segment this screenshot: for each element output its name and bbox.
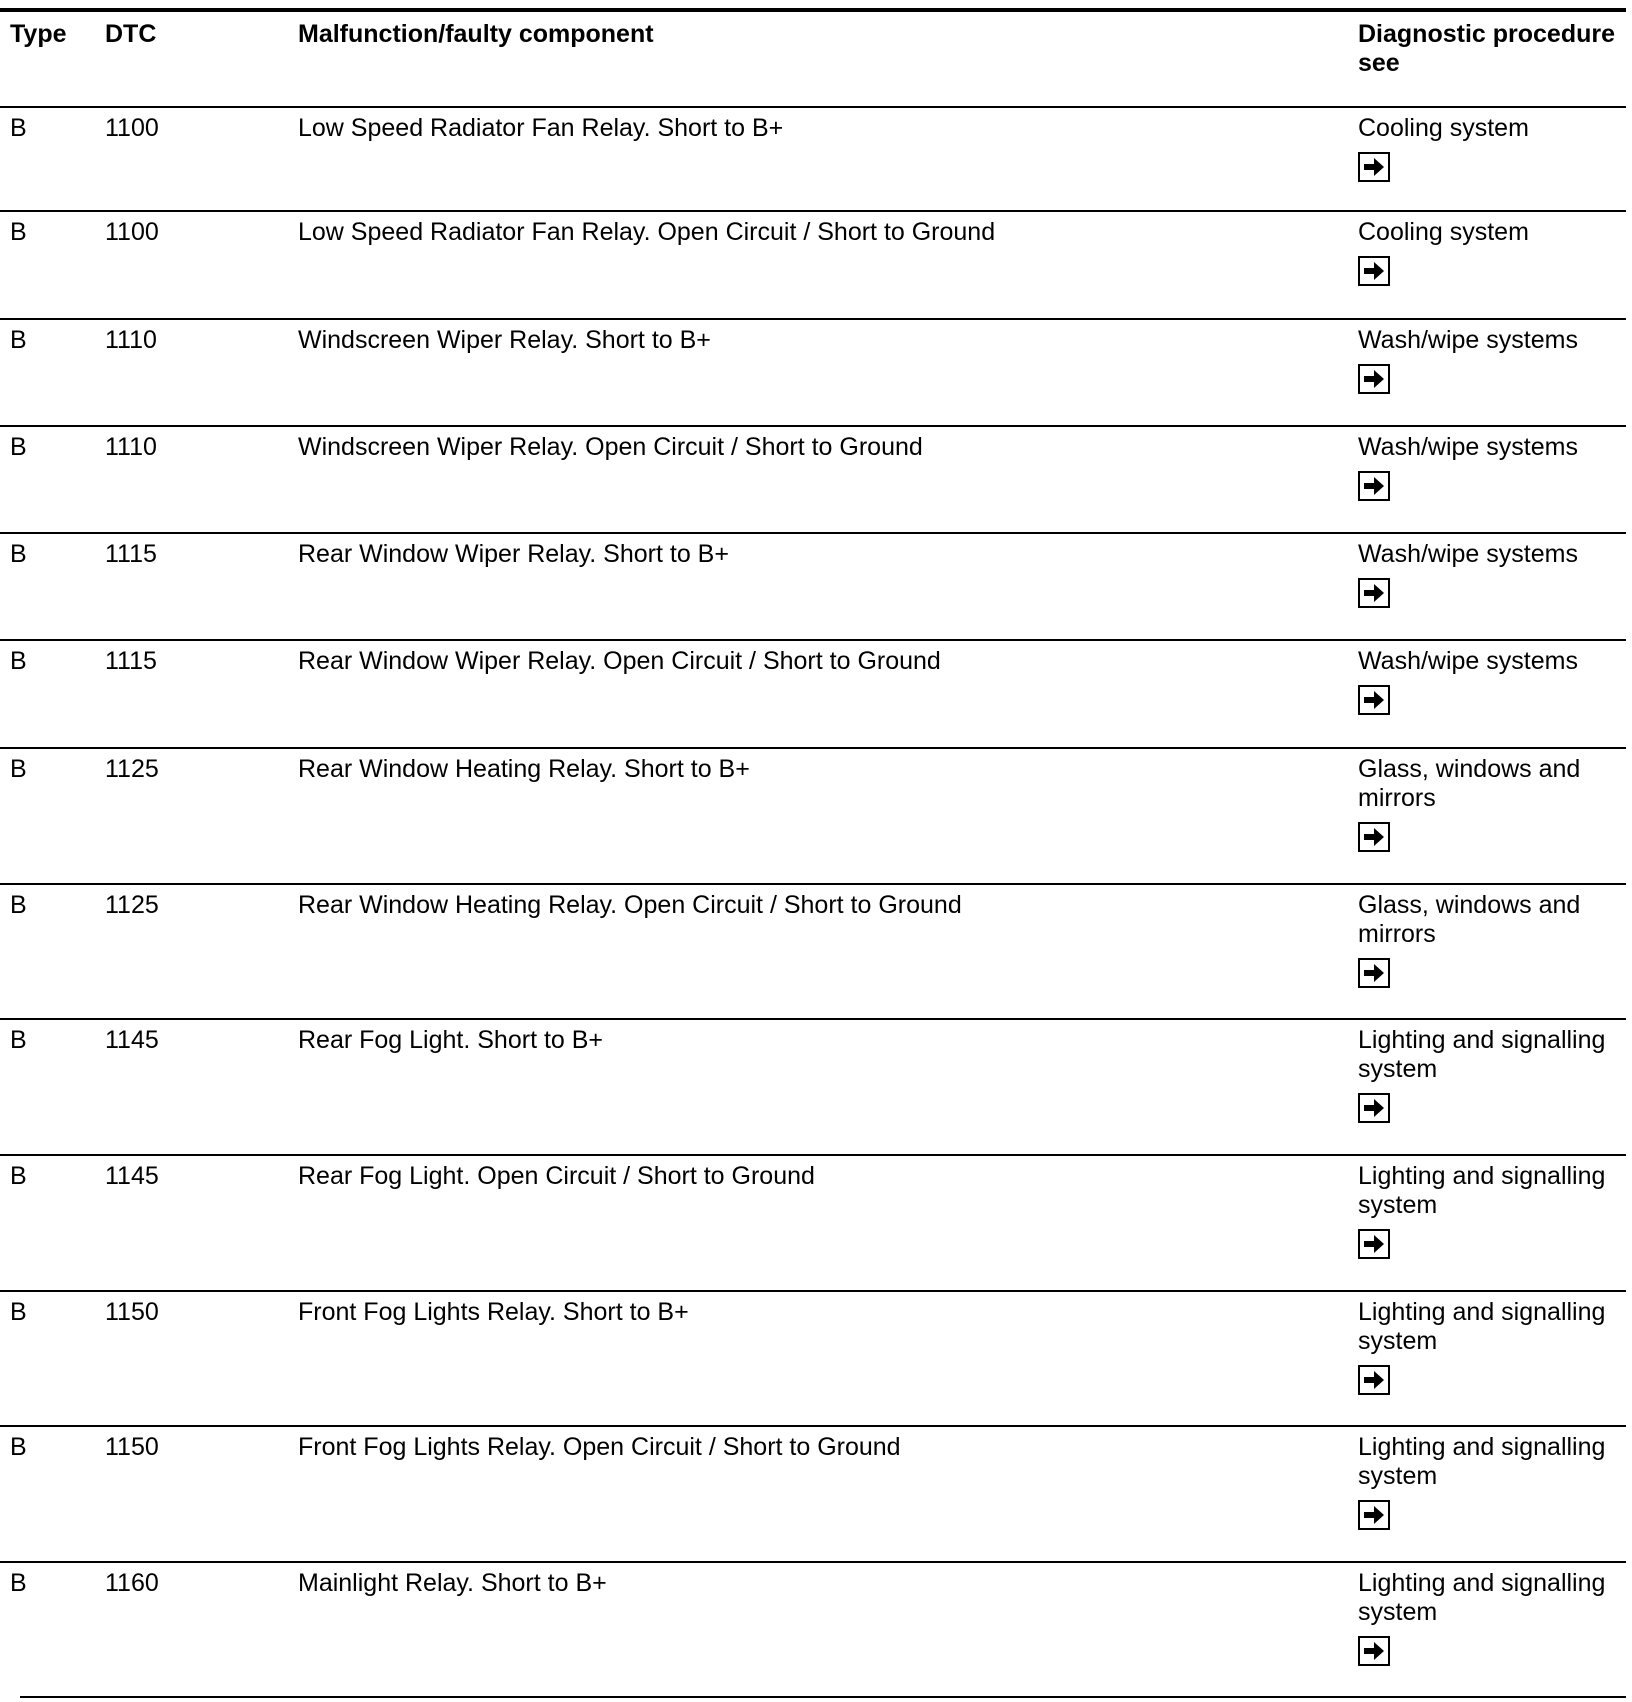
arrow-right-icon[interactable] [1358, 152, 1390, 182]
row-description: Mainlight Relay. Short to B+ [298, 1569, 607, 1597]
row-dtc: 1145 [105, 1026, 159, 1054]
table-row [0, 106, 1626, 212]
table-row [0, 1425, 1626, 1563]
procedure-label: Lighting and signalling system [1358, 1026, 1606, 1083]
procedure-label: Cooling system [1358, 114, 1529, 142]
row-type: B [10, 647, 27, 675]
table-row [0, 747, 1626, 885]
row-procedure [1358, 326, 1626, 394]
row-description: Rear Window Wiper Relay. Short to B+ [298, 540, 729, 568]
procedure-label: Lighting and signalling system [1358, 1162, 1606, 1219]
row-procedure [1358, 540, 1626, 608]
row-type: B [10, 1433, 27, 1461]
procedure-label: Wash/wipe systems [1358, 647, 1578, 675]
row-procedure [1358, 647, 1626, 715]
row-procedure [1358, 891, 1626, 988]
row-dtc: 1150 [105, 1298, 159, 1326]
row-dtc: 1125 [105, 891, 159, 919]
row-dtc: 1150 [105, 1433, 159, 1461]
row-description: Windscreen Wiper Relay. Short to B+ [298, 326, 711, 354]
arrow-right-icon[interactable] [1358, 1500, 1390, 1530]
table-row [0, 318, 1626, 427]
table-row [0, 639, 1626, 749]
arrow-right-icon[interactable] [1358, 822, 1390, 852]
arrow-right-icon[interactable] [1358, 1229, 1390, 1259]
row-type: B [10, 540, 27, 568]
header-description: Malfunction/faulty component [298, 20, 654, 48]
row-procedure [1358, 1026, 1626, 1123]
arrow-right-icon[interactable] [1358, 958, 1390, 988]
procedure-label: Glass, windows and mirrors [1358, 755, 1581, 812]
table-row [0, 1290, 1626, 1427]
row-description: Rear Window Wiper Relay. Open Circuit / Short to Ground [298, 647, 941, 675]
procedure-label: Glass, windows and mirrors [1358, 891, 1581, 948]
row-procedure [1358, 114, 1626, 182]
row-procedure [1358, 218, 1626, 286]
row-description: Rear Fog Light. Short to B+ [298, 1026, 604, 1054]
arrow-right-icon[interactable] [1358, 685, 1390, 715]
row-procedure [1358, 1433, 1626, 1530]
header-procedure: Diagnostic procedure see [1358, 20, 1615, 77]
arrow-right-icon[interactable] [1358, 471, 1390, 501]
row-type: B [10, 433, 27, 461]
row-type: B [10, 891, 27, 919]
row-procedure [1358, 433, 1626, 501]
row-description: Front Fog Lights Relay. Short to B+ [298, 1298, 689, 1326]
table-row [0, 532, 1626, 641]
table-row [0, 883, 1626, 1020]
table-row [0, 210, 1626, 320]
row-description: Low Speed Radiator Fan Relay. Short to B+ [298, 114, 784, 142]
row-procedure [1358, 1569, 1626, 1666]
row-type: B [10, 1298, 27, 1326]
row-procedure [1358, 755, 1626, 852]
row-dtc: 1110 [105, 326, 157, 354]
procedure-label: Cooling system [1358, 218, 1529, 246]
row-type: B [10, 114, 27, 142]
row-type: B [10, 1026, 27, 1054]
row-type: B [10, 1162, 27, 1190]
table-header [0, 12, 1626, 106]
row-procedure [1358, 1162, 1626, 1259]
row-type: B [10, 1569, 27, 1597]
row-description: Low Speed Radiator Fan Relay. Open Circuit / Short to Ground [298, 218, 996, 246]
row-dtc: 1115 [105, 540, 157, 568]
table-row [0, 1018, 1626, 1156]
arrow-right-icon[interactable] [1358, 1365, 1390, 1395]
row-description: Rear Window Heating Relay. Short to B+ [298, 755, 750, 783]
row-dtc: 1100 [105, 218, 159, 246]
row-type: B [10, 218, 27, 246]
row-dtc: 1115 [105, 647, 157, 675]
row-dtc: 1100 [105, 114, 159, 142]
procedure-label: Lighting and signalling system [1358, 1298, 1606, 1355]
arrow-right-icon[interactable] [1358, 1093, 1390, 1123]
row-dtc: 1125 [105, 755, 159, 783]
table-row [0, 1154, 1626, 1292]
row-description: Rear Window Heating Relay. Open Circuit / Short to Ground [298, 891, 962, 919]
row-type: B [10, 326, 27, 354]
row-description: Rear Fog Light. Open Circuit / Short to Ground [298, 1162, 815, 1190]
arrow-right-icon[interactable] [1358, 1636, 1390, 1666]
row-description: Front Fog Lights Relay. Open Circuit / Short to Ground [298, 1433, 901, 1461]
arrow-right-icon[interactable] [1358, 256, 1390, 286]
arrow-right-icon[interactable] [1358, 364, 1390, 394]
table-row [0, 1561, 1626, 1698]
row-dtc: 1145 [105, 1162, 159, 1190]
row-dtc: 1110 [105, 433, 157, 461]
row-type: B [10, 755, 27, 783]
row-dtc: 1160 [105, 1569, 159, 1597]
row-procedure [1358, 1298, 1626, 1395]
arrow-right-icon[interactable] [1358, 578, 1390, 608]
procedure-label: Wash/wipe systems [1358, 540, 1578, 568]
procedure-label: Wash/wipe systems [1358, 433, 1578, 461]
procedure-label: Lighting and signalling system [1358, 1569, 1606, 1626]
procedure-label: Wash/wipe systems [1358, 326, 1578, 354]
table-row [0, 425, 1626, 534]
header-type: Type [10, 20, 67, 48]
procedure-label: Lighting and signalling system [1358, 1433, 1606, 1490]
row-description: Windscreen Wiper Relay. Open Circuit / Short to Ground [298, 433, 923, 461]
bottom-rule [20, 1696, 1626, 1698]
header-dtc: DTC [105, 20, 157, 48]
